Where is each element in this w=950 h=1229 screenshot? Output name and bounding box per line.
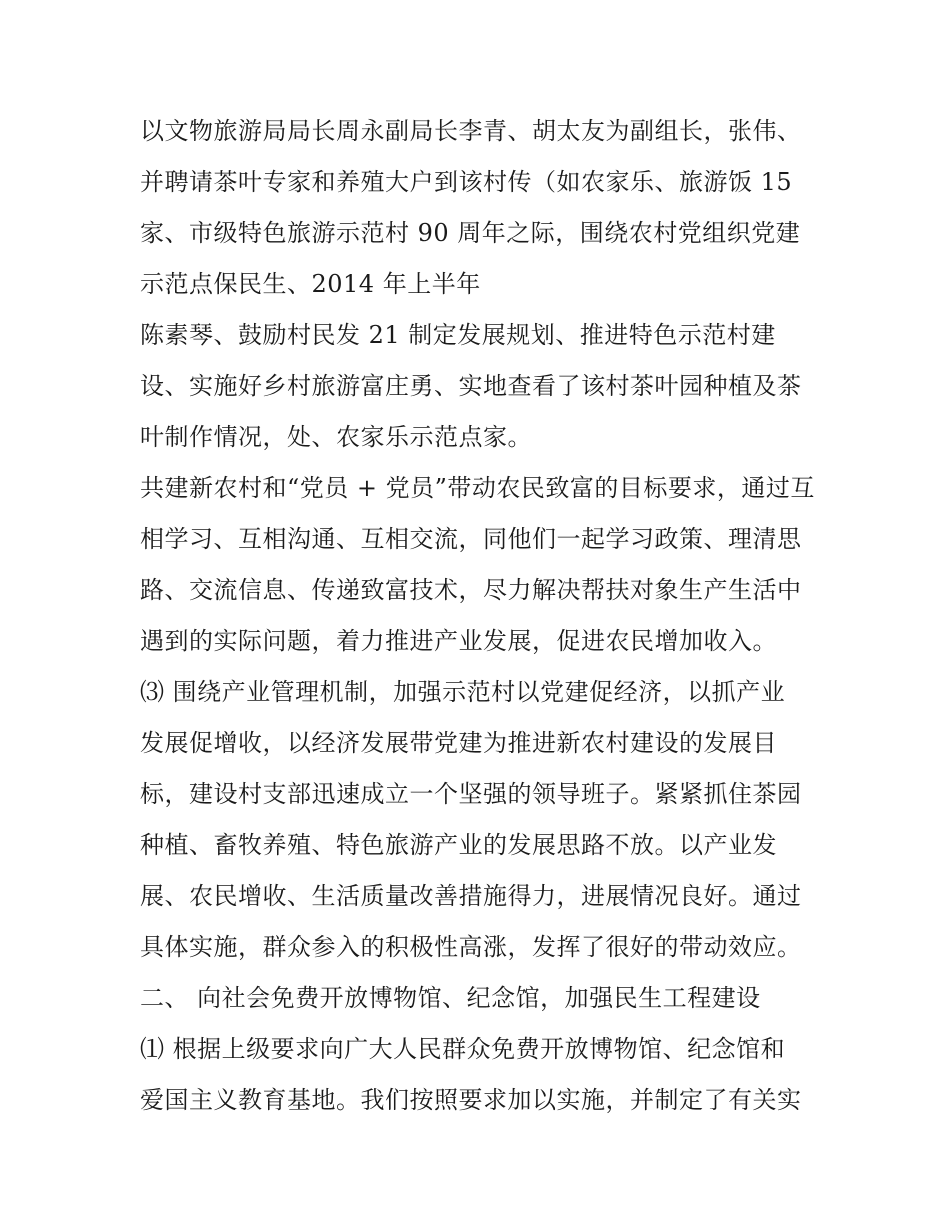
text-line: 相学习、互相沟通、互相交流，同他们一起学习政策、理清思 (140, 525, 802, 553)
document-body (140, 106, 830, 1126)
text-line: 家、市级特色旅游示范村 90 周年之际，围绕农村党组织党建 (140, 219, 801, 247)
text-line: 共建新农村和“党员 + 党员”带动农民致富的目标要求，通过互 (140, 474, 815, 502)
text-line: 以文物旅游局局长周永副局长李青、胡太友为副组长，张伟、 (140, 117, 802, 145)
text-line: 发展促增收，以经济发展带党建为推进新农村建设的发展目 (140, 729, 777, 757)
text-line: 示范点保民生、2014 年上半年 (140, 270, 481, 298)
section-heading: 二、 向社会免费开放博物馆、纪念馆，加强民生工程建设 (140, 984, 761, 1012)
text-line: 遇到的实际问题，着力推进产业发展，促进农民增加收入。 (140, 627, 777, 655)
text-line: 具体实施，群众参入的积极性高涨，发挥了很好的带动效应。 (140, 933, 802, 961)
text-line: 爱国主义教育基地。我们按照要求加以实施，并制定了有关实 (140, 1086, 802, 1114)
text-line: ⑴ 根据上级要求向广大人民群众免费开放博物馆、纪念馆和 (140, 1035, 786, 1063)
text-line: 陈素琴、鼓励村民发 21 制定发展规划、推进特色示范村建 (140, 321, 776, 349)
text-line: ⑶ 围绕产业管理机制，加强示范村以党建促经济，以抓产业 (140, 678, 786, 706)
text-line: 并聘请茶叶专家和养殖大户到该村传（如农家乐、旅游饭 15 (140, 168, 793, 196)
text-line: 路、交流信息、传递致富技术，尽力解决帮扶对象生产生活中 (140, 576, 802, 604)
text-line: 展、农民增收、生活质量改善措施得力，进展情况良好。通过 (140, 882, 802, 910)
text-line: 叶制作情况，处、农家乐示范点家。 (140, 423, 532, 451)
text-line: 种植、畜牧养殖、特色旅游产业的发展思路不放。以产业发 (140, 831, 777, 859)
text-line: 设、实施好乡村旅游富庄勇、实地查看了该村茶叶园种植及茶 (140, 372, 802, 400)
text-line: 标，建设村支部迅速成立一个坚强的领导班子。紧紧抓住茶园 (140, 780, 802, 808)
